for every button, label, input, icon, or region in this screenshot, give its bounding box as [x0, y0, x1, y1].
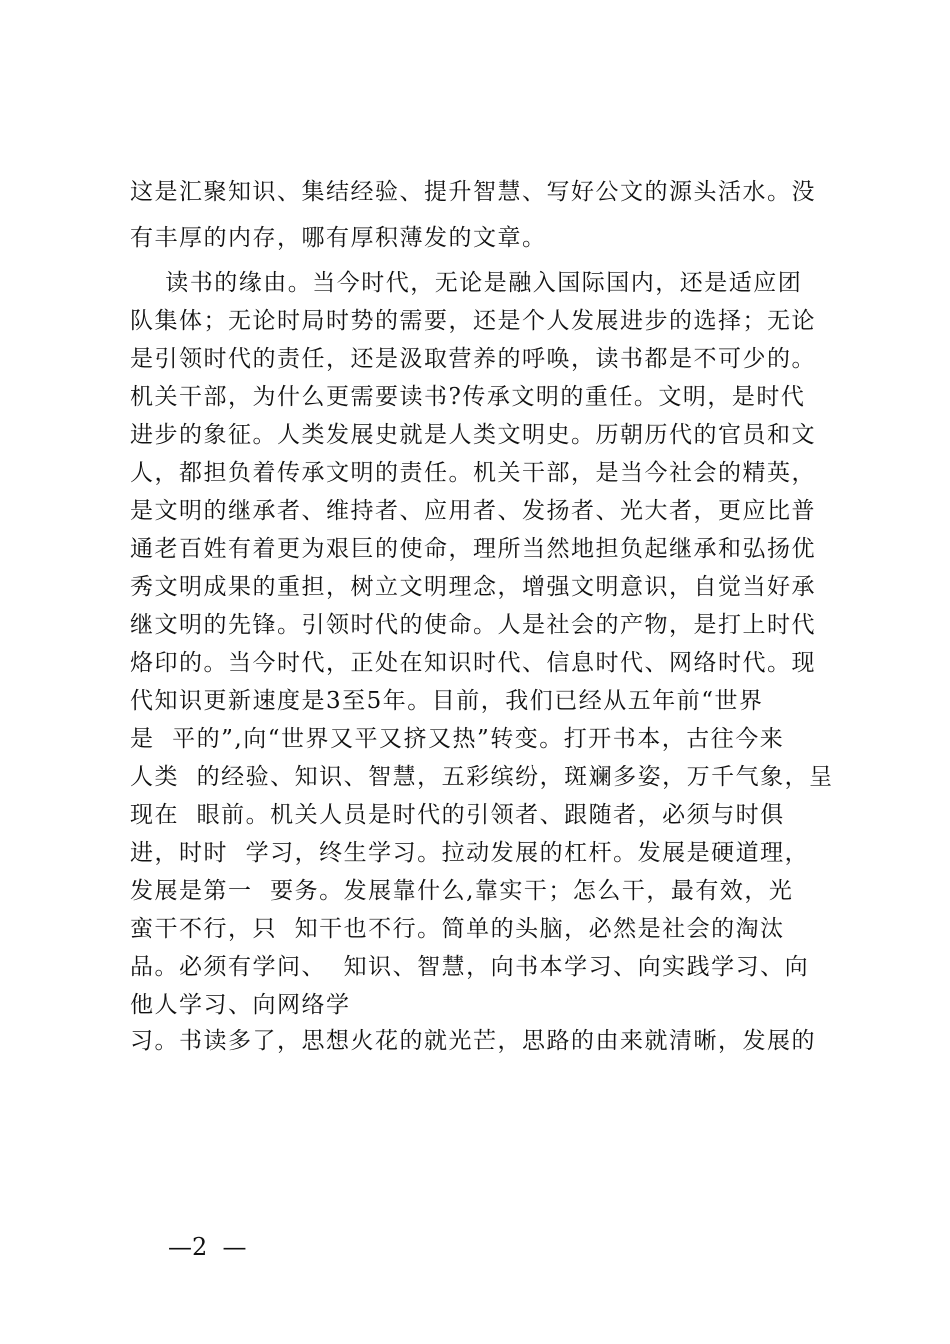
text-line: 机关干部，为什么更需要读书?传承文明的重任。文明，是时代 [130, 384, 806, 410]
text-line: 人类 的经验、知识、智慧，五彩缤纷，斑斓多姿，万千气象，呈 [130, 764, 834, 790]
text-line: 发展是第一 要务。发展靠什么,靠实干；怎么干，最有效，光 [130, 878, 794, 904]
text-line: 是 平的”,向“世界又平又挤又热”转变。打开书本，古往今来 [130, 726, 785, 752]
text-line: 有丰厚的内存，哪有厚积薄发的文章。 [130, 225, 547, 251]
text-line: 继文明的先锋。引领时代的使命。人是社会的产物，是打上时代 [130, 612, 816, 638]
text-line: 进步的象征。人类发展史就是人类文明史。历朝历代的官员和文 [130, 422, 816, 448]
page-number: —2 — [168, 1233, 247, 1261]
text-line: 蛮干不行，只 知干也不行。简单的头脑，必然是社会的淘汰 [130, 916, 785, 942]
text-line: 读书的缘由。当今时代，无论是融入国际国内，还是适应团 [130, 270, 803, 296]
text-line: 代知识更新速度是3至5年。目前，我们已经从五年前“世界 [130, 688, 764, 714]
text-line: 秀文明成果的重担，树立文明理念，增强文明意识，自觉当好承 [130, 574, 816, 600]
text-line: 烙印的。当今时代，正处在知识时代、信息时代、网络时代。现 [130, 650, 816, 676]
text-line: 习。书读多了，思想火花的就光芒，思路的由来就清晰，发展的 [130, 1028, 816, 1054]
text-line: 现在 眼前。机关人员是时代的引领者、跟随者，必须与时俱 [130, 802, 785, 828]
text-line: 队集体；无论时局时势的需要，还是个人发展进步的选择；无论 [130, 308, 816, 334]
text-line: 品。必须有学问、 知识、智慧，向书本学习、向实践学习、向 [130, 954, 810, 980]
text-line: 通老百姓有着更为艰巨的使命，理所当然地担负起继承和弘扬优 [130, 536, 816, 562]
text-line: 进，时时 学习，终生学习。拉动发展的杠杆。发展是硬道理， [130, 840, 810, 866]
text-line: 这是汇聚知识、集结经验、提升智慧、写好公文的源头活水。没 [130, 179, 816, 205]
text-line: 是引领时代的责任，还是汲取营养的呼唤，读书都是不可少的。 [130, 346, 816, 372]
text-line: 人，都担负着传承文明的责任。机关干部，是当今社会的精英， [130, 460, 816, 486]
text-line: 他人学习、向网络学 [130, 992, 351, 1018]
text-line: 是文明的继承者、维持者、应用者、发扬者、光大者，更应比普 [130, 498, 816, 524]
